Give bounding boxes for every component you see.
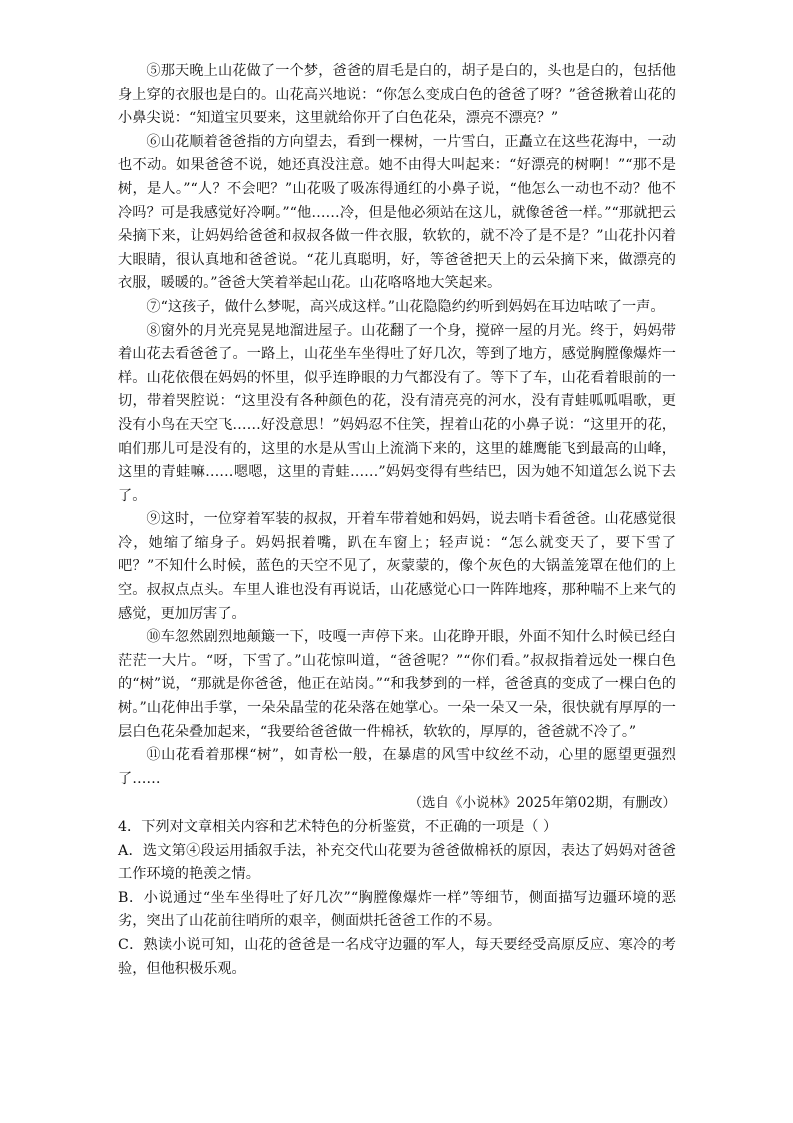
option-a: A．选文第④段运用插叙手法，补充交代山花要为爸爸做棉袄的原因，表达了妈妈对爸爸工作环境的艳羡之情。 [118, 842, 676, 883]
source-citation: （选自《小说林》2025年第02期，有删改） [408, 795, 676, 812]
paragraph-6: ⑥山花顺着爸爸指的方向望去，看到一棵树，一片雪白，正矗立在这些花海中，一动也不动。如果爸爸不说，她还真没注意。她不由得大叫起来：“好漂亮的树啊！”“那不是树，是人。”“人？不会吧？”山花吸了吸冻得通红的小鼻子说，“他怎么一动也不动？他不冷吗？可是我感觉好冷啊。”“他……冷，但是他必须站在这儿，就像爸爸一样。”“那就把云朵摘下来，让妈妈给爸爸和叔叔各做一件衣服，软软的，就不冷了是不是？”山花扑闪着大眼睛，很认真地和爸爸说。“花儿真聪明，好，等爸爸把天上的云朵摘下来，做漂亮的衣服，暖暖的。”爸爸大笑着举起山花。山花咯咯地大笑起来。 [118, 133, 676, 292]
article-content [118, 60, 676, 981]
paragraph-9: ⑨这时，一位穿着军装的叔叔，开着车带着她和妈妈，说去哨卡看爸爸。山花感觉很冷，她缩了缩身子。妈妈抿着嘴，趴在车窗上；轻声说：“怎么就变天了，要下雪了吧？”不知什么时候，蓝色的天空不见了，灰蒙蒙的，像个灰色的大锅盖笼罩在他们的上空。叔叔点点头。车里人谁也没有再说话，山花感觉心口一阵阵地疼，那种喘不上来气的感觉，更加厉害了。 [118, 511, 676, 622]
option-c: C．熟读小说可知，山花的爸爸是一名戍守边疆的军人，每天要经受高原反应、寒冷的考验，但他积极乐观。 [118, 936, 676, 977]
paragraph-5: ⑤那天晚上山花做了一个梦，爸爸的眉毛是白的，胡子是白的，头也是白的，包括他身上穿的衣服也是白的。山花高兴地说：“你怎么变成白色的爸爸了呀？”爸爸揪着山花的小鼻尖说：“知道宝贝要来，这里就给你开了白色花朵，漂亮不漂亮？” [118, 63, 676, 127]
paragraph-8: ⑧窗外的月光亮晃晃地溜进屋子。山花翻了一个身，搅碎一屋的月光。终于，妈妈带着山花去看爸爸了。一路上，山花坐车坐得吐了好几次，等到了地方，感觉胸膛像爆炸一样。山花依偎在妈妈的怀里，似乎连睁眼的力气都没有了。等下了车，山花看着眼前的一切，带着哭腔说：“这里没有各种颜色的花，没有清亮亮的河水，没有青蛙呱呱唱歌，更没有小鸟在天空飞……好没意思！”妈妈忍不住笑，捏着山花的小鼻子说：“这里开的花，咱们那儿可是没有的，这里的水是从雪山上流淌下来的，这里的雄鹰能飞到最高的山峰，这里的青蛙嘛……嗯嗯，这里的青蛙……”妈妈变得有些结巴，因为她不知道怎么说下去了。 [118, 322, 676, 504]
paragraph-10: ⑩车忽然剧烈地颠簸一下，吱嘎一声停下来。山花睁开眼，外面不知什么时候已经白茫茫一大片。“呀，下雪了。”山花惊叫道，“爸爸呢？”“你们看。”叔叔指着远处一棵白色的“树”说，“那就是你爸爸，他正在站岗。”“和我梦到的一样，爸爸真的变成了一棵白色的树。”山花伸出手掌，一朵朵晶莹的花朵落在她掌心。一朵一朵又一朵，很快就有厚厚的一层白色花朵叠加起来，“我要给爸爸做一件棉袄，软软的，厚厚的，爸爸就不冷了。” [118, 629, 676, 740]
paragraph-11: ⑪山花看着那棵“树”，如青松一般，在暴虐的风雪中纹丝不动，心里的愿望更强烈了…… [118, 747, 676, 787]
paragraph-7: ⑦“这孩子，做什么梦呢，高兴成这样。”山花隐隐约约听到妈妈在耳边咕哝了一声。 [146, 298, 665, 315]
option-b: B．小说通过“坐车坐得吐了好几次”“胸膛像爆炸一样”等细节，侧面描写边疆环境的恶劣，突出了山花前往哨所的艰辛，侧面烘托爸爸工作的不易。 [118, 889, 676, 930]
question-stem: 4．下列对文章相关内容和艺术特色的分析鉴赏，不正确的一项是（ ） [118, 819, 558, 835]
